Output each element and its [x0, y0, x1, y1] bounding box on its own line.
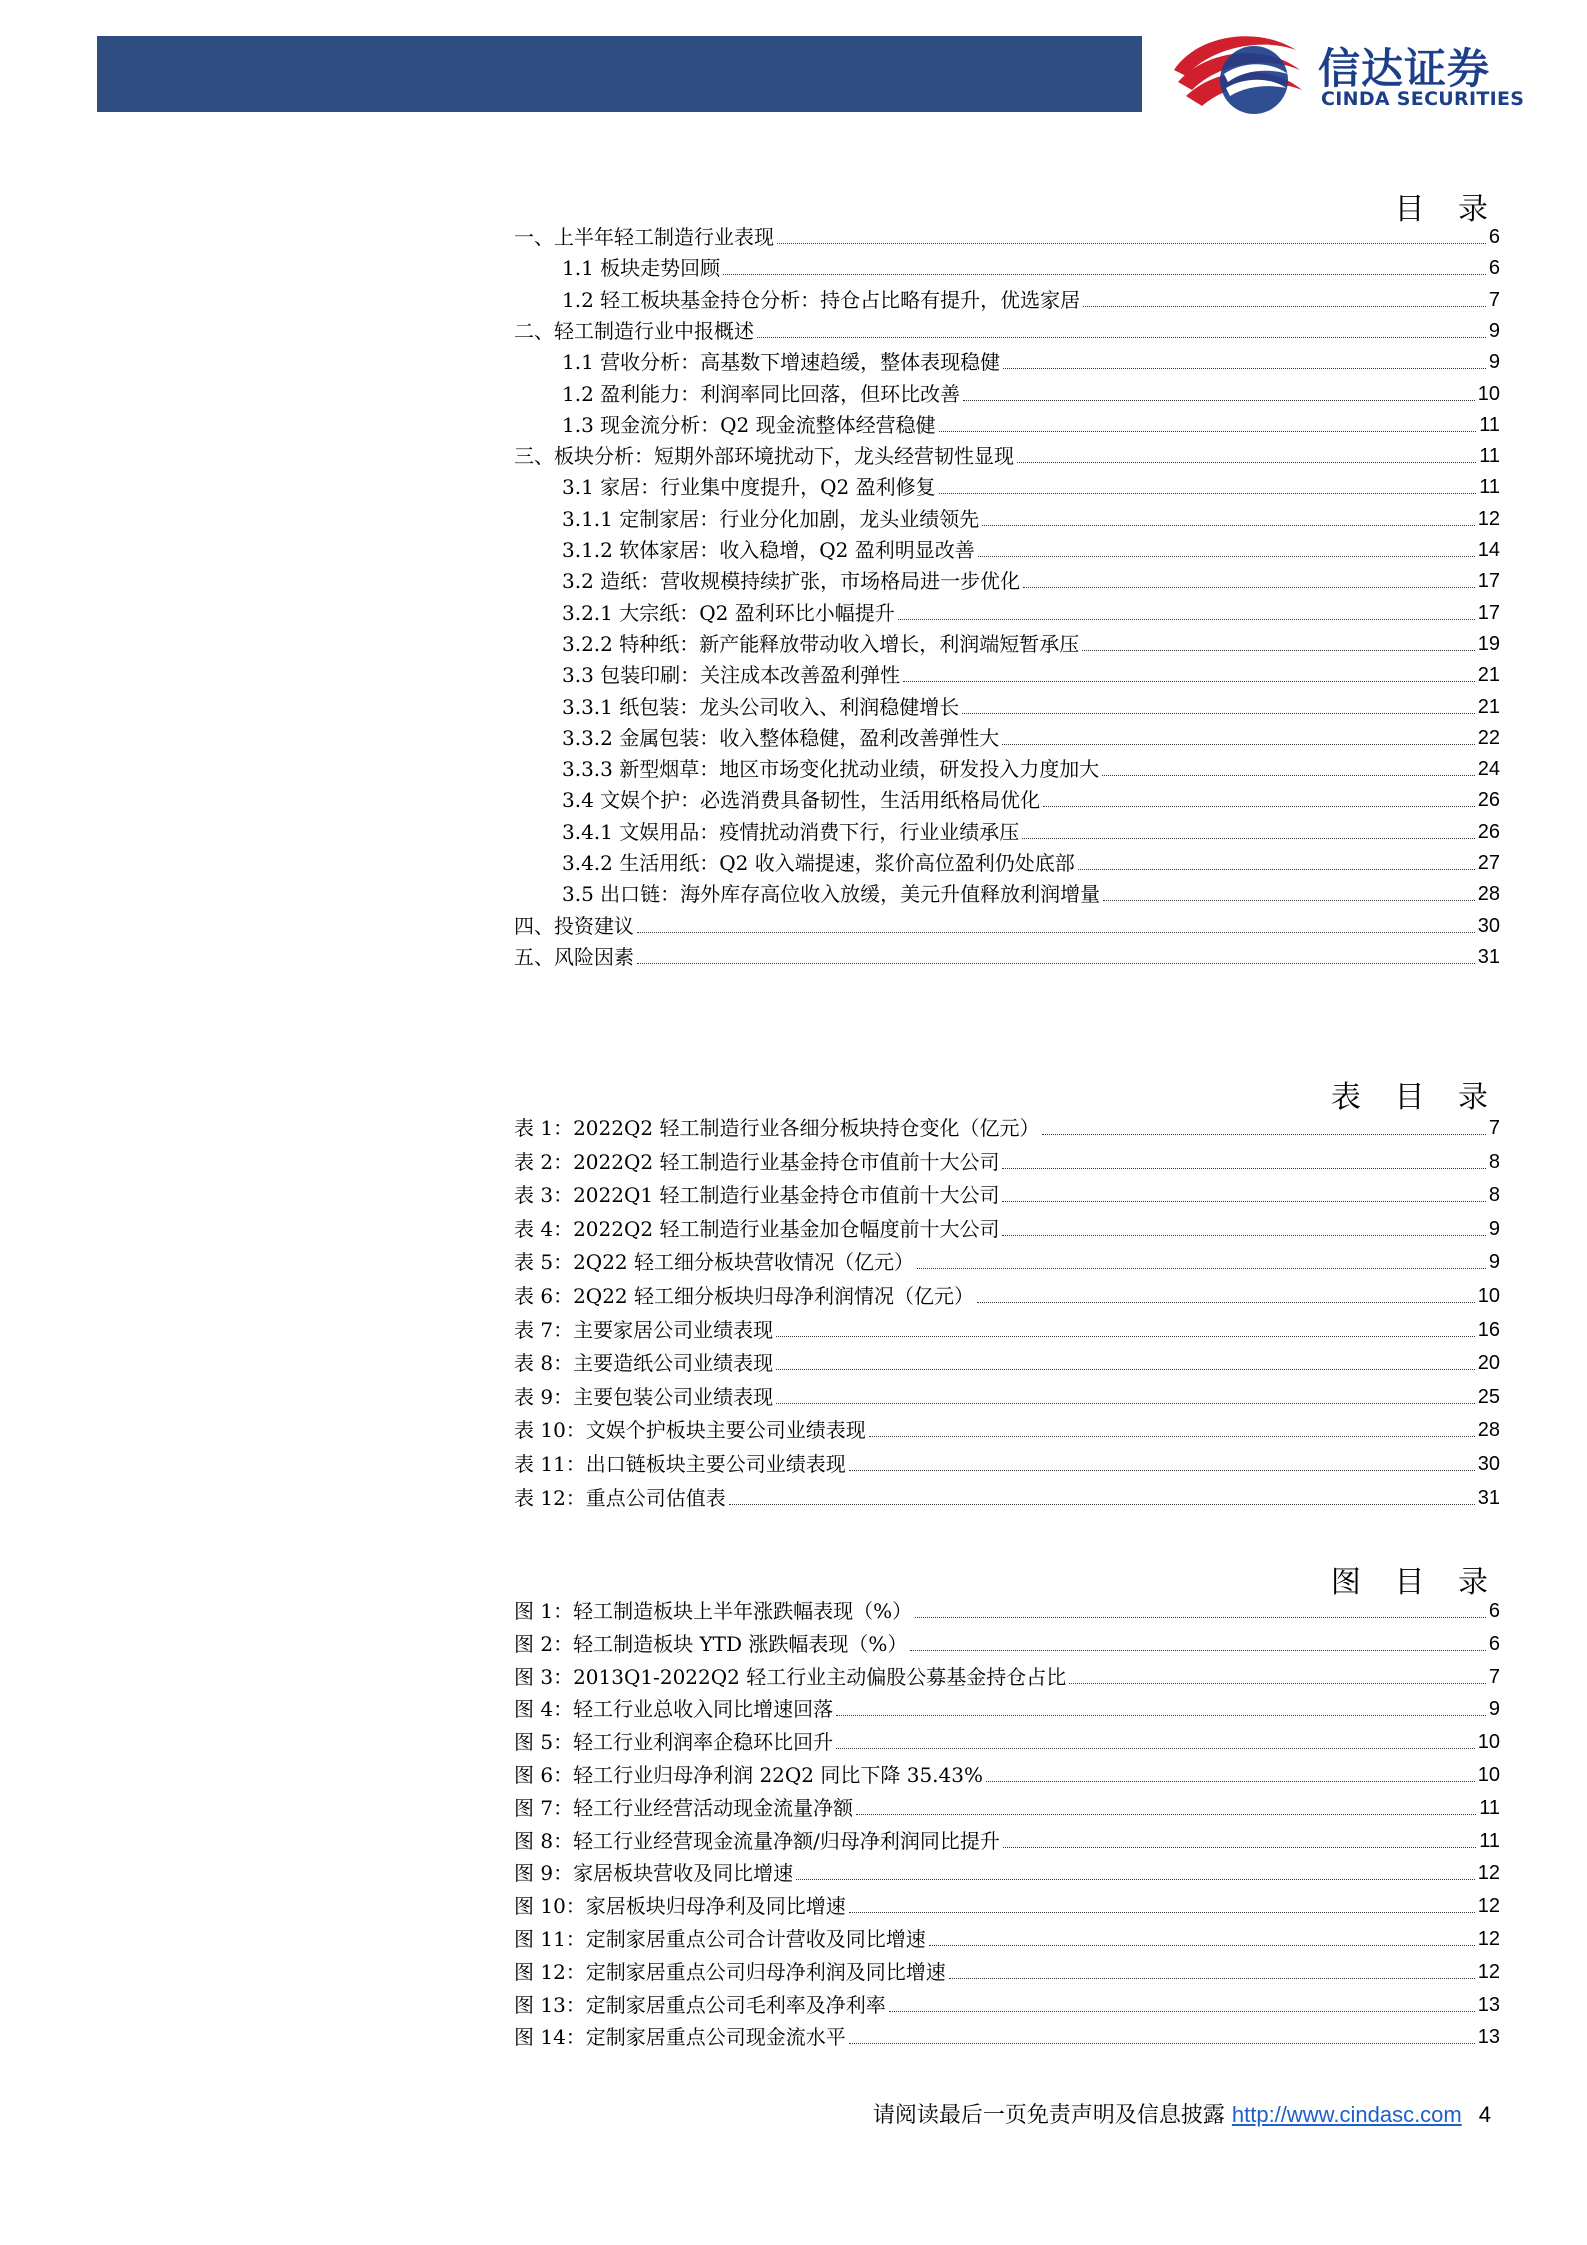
table-index-entry-page: 28 [1477, 1419, 1500, 1442]
figure-index-dot-leader [1003, 1847, 1476, 1848]
figure-index-entry-label: 图 6：轻工行业归母净利润 22Q2 同比下降 35.43% [514, 1763, 983, 1787]
figure-index-dot-leader [929, 1945, 1475, 1946]
table-index-entry-label: 表 10：文娱个护板块主要公司业绩表现 [514, 1418, 866, 1443]
figure-index-entry-label: 图 14：定制家居重点公司现金流水平 [514, 2025, 846, 2050]
toc-entry[interactable] [562, 719, 1500, 750]
table-index-entry[interactable] [514, 1344, 1500, 1375]
toc-entry[interactable] [562, 813, 1500, 844]
toc-dot-leader [1022, 838, 1475, 839]
table-index-dot-leader [977, 1302, 1475, 1303]
toc-dot-leader [637, 932, 1475, 933]
toc-entry-page: 19 [1477, 632, 1500, 655]
toc-entry[interactable] [562, 468, 1500, 499]
toc-entry[interactable] [562, 343, 1500, 374]
toc-dot-leader [939, 493, 1477, 494]
toc-entry[interactable] [562, 249, 1500, 280]
figure-index-dot-leader [796, 1879, 1475, 1880]
toc-entry-label: 1.1 板块走势回顾 [562, 256, 721, 281]
table-index-entry-page: 7 [1488, 1117, 1500, 1139]
table-index-entry-page: 25 [1477, 1385, 1500, 1408]
toc-dot-leader [962, 713, 1475, 714]
figure-index-dot-leader [986, 1781, 1475, 1782]
figure-index-dot-leader [910, 1650, 1485, 1651]
toc-dot-leader [637, 963, 1475, 964]
toc-entry-page: 17 [1477, 570, 1500, 593]
toc-entry-label: 3.4 文娱个护：必选消费具备韧性，生活用纸格局优化 [562, 788, 1041, 813]
figure-index-entry[interactable] [514, 1854, 1500, 1885]
figure-index-entry[interactable] [514, 1953, 1500, 1984]
toc-entry-page: 22 [1477, 726, 1500, 749]
figure-index-dot-leader [949, 1978, 1475, 1979]
toc-entry-page: 10 [1477, 382, 1500, 405]
toc-entry-page: 28 [1477, 883, 1500, 906]
toc-entry[interactable] [562, 688, 1500, 719]
toc-dot-leader [1082, 650, 1475, 651]
toc-dot-leader [1103, 900, 1475, 901]
toc-entry-label: 3.3.2 金属包装：收入整体稳健，盈利改善弹性大 [562, 725, 1000, 750]
table-index-entry-page: 9 [1488, 1217, 1500, 1240]
table-index-entry[interactable] [514, 1479, 1500, 1510]
toc-entry[interactable] [514, 437, 1500, 468]
figure-index-entry[interactable] [514, 1690, 1500, 1721]
figure-index-entry-page: 12 [1477, 1928, 1500, 1950]
table-index-entry-page: 10 [1477, 1285, 1500, 1307]
toc-entry-label: 3.2.1 大宗纸：Q2 盈利环比小幅提升 [562, 600, 895, 625]
table-index-entry-page: 8 [1488, 1184, 1500, 1207]
table-index-dot-leader [729, 1504, 1475, 1505]
logo-text-en: CINDA SECURITIES [1321, 88, 1525, 110]
table-index-dot-leader [1042, 1134, 1485, 1135]
figure-index-dot-leader [849, 2043, 1475, 2044]
figure-index-entry-label: 图 3：2013Q1-2022Q2 轻工行业主动偏股公募基金持仓占比 [514, 1664, 1067, 1689]
toc-entry[interactable] [562, 406, 1500, 437]
table-index-entry-page: 8 [1488, 1150, 1500, 1173]
table-index-entry-label: 表 12：重点公司估值表 [514, 1485, 726, 1510]
toc-entry[interactable] [562, 594, 1500, 625]
toc-entry-label: 3.3 包装印刷：关注成本改善盈利弹性 [562, 663, 901, 688]
table-index-entry-label: 表 8：主要造纸公司业绩表现 [514, 1351, 774, 1376]
figure-index-entry[interactable] [514, 2018, 1500, 2049]
logo-mark-icon [1168, 30, 1308, 116]
table-index-entry[interactable] [514, 1176, 1500, 1207]
website-link[interactable]: http://www.cindasc.com [1231, 2102, 1462, 2127]
toc-entry[interactable] [514, 938, 1500, 969]
toc-entry[interactable] [562, 500, 1500, 531]
toc-entry-label: 3.2.2 特种纸：新产能释放带动收入增长，利润端短暂承压 [562, 631, 1080, 656]
toc-entry-page: 6 [1488, 257, 1500, 280]
toc-dot-leader [757, 337, 1486, 338]
figure-index-entry-page: 12 [1477, 1862, 1500, 1885]
toc-entry-label: 1.1 营收分析：高基数下增速趋缓，整体表现稳健 [562, 350, 1001, 375]
toc-entry-label: 一、上半年轻工制造行业表现 [514, 225, 774, 249]
figure-index-entry-label: 图 2：轻工制造板块 YTD 涨跌幅表现（%） [514, 1631, 908, 1656]
figure-index-entry-page: 6 [1488, 1632, 1500, 1655]
toc-entry-label: 三、板块分析：短期外部环境扰动下，龙头经营韧性显现 [514, 444, 1014, 469]
figure-index-dot-leader [836, 1748, 1475, 1749]
toc-entry-page: 9 [1488, 319, 1500, 342]
figure-index-entry-label: 图 7：轻工行业经营活动现金流量净额 [514, 1795, 854, 1820]
toc-dot-leader [777, 243, 1486, 244]
figure-index-dot-leader [849, 1912, 1475, 1913]
toc-entry-label: 3.4.2 生活用纸：Q2 收入端提速，浆价高位盈利仍处底部 [562, 851, 1075, 875]
table-index-entry-label: 表 1：2022Q2 轻工制造行业各细分板块持仓变化（亿元） [514, 1116, 1040, 1140]
figure-index-entry[interactable] [514, 1789, 1500, 1820]
toc-entry-page: 21 [1477, 664, 1500, 687]
table-index-dot-leader [776, 1336, 1475, 1337]
toc-entry[interactable] [562, 750, 1500, 781]
toc-dot-leader [723, 274, 1486, 275]
figure-index-entry[interactable] [514, 1625, 1500, 1656]
table-index-entry-label: 表 5：2Q22 轻工细分板块营收情况（亿元） [514, 1250, 915, 1275]
table-index-entry-page: 9 [1488, 1251, 1500, 1274]
figure-index-entry-page: 13 [1477, 1993, 1500, 2016]
figure-index-entry[interactable] [514, 1723, 1500, 1754]
figure-index-entry-page: 12 [1477, 1960, 1500, 1983]
toc-dot-leader [1023, 587, 1475, 588]
figure-index-entry[interactable] [514, 1887, 1500, 1918]
table-index-title: 表 目 录 [1330, 1080, 1500, 1115]
table-index-entry[interactable] [514, 1311, 1500, 1342]
header-bar [97, 36, 1142, 112]
figure-index-entry-page: 7 [1488, 1665, 1500, 1688]
figure-index-entry-label: 图 10：家居板块归母净利及同比增速 [514, 1894, 846, 1919]
table-index-entry-page: 30 [1477, 1453, 1500, 1475]
toc-entry-label: 二、轻工制造行业中报概述 [514, 318, 754, 343]
disclaimer-notice: 请阅读最后一页免责声明及信息披露 [872, 2103, 1225, 2128]
toc-entry-page: 17 [1477, 601, 1500, 624]
toc-entry[interactable] [514, 907, 1500, 938]
toc-dot-leader [1003, 368, 1486, 369]
table-index-entry-label: 表 7：主要家居公司业绩表现 [514, 1317, 774, 1342]
table-index-entry-label: 表 2：2022Q2 轻工制造行业基金持仓市值前十大公司 [514, 1149, 1000, 1174]
company-logo [1168, 30, 1560, 116]
figure-index-entry-page: 10 [1477, 1731, 1500, 1754]
table-index-entry[interactable] [514, 1411, 1500, 1442]
table-index-entry-label: 表 6：2Q22 轻工细分板块归母净利润情况（亿元） [514, 1284, 975, 1308]
figure-index-entry-page: 10 [1477, 1764, 1500, 1786]
table-index-entry[interactable] [514, 1445, 1500, 1476]
toc-entry-page: 24 [1477, 758, 1500, 781]
toc-entry-page: 21 [1477, 695, 1500, 718]
toc-dot-leader [1078, 869, 1475, 870]
figure-index-dot-leader [1069, 1683, 1486, 1684]
toc-entry-page: 30 [1477, 914, 1500, 937]
toc-dot-leader [903, 681, 1475, 682]
toc-dot-leader [898, 619, 1475, 620]
toc-dot-leader [982, 525, 1475, 526]
figure-index-entry-page: 13 [1477, 2026, 1500, 2049]
table-index-entry-label: 表 3：2022Q1 轻工制造行业基金持仓市值前十大公司 [514, 1183, 1000, 1208]
figure-index-entry[interactable] [514, 1658, 1500, 1689]
table-index-dot-leader [917, 1268, 1486, 1269]
figure-index-entry-label: 图 8：轻工行业经营现金流量净额/归母净利润同比提升 [514, 1828, 1000, 1853]
toc-entry-label: 四、投资建议 [514, 913, 634, 938]
toc-entry-label: 3.2 造纸：营收规模持续扩张，市场格局进一步优化 [562, 569, 1021, 594]
toc-entry[interactable] [562, 375, 1500, 406]
figure-index-entry[interactable] [514, 1920, 1500, 1951]
toc-entry-label: 3.5 出口链：海外库存高位收入放缓，美元升值释放利润增量 [562, 882, 1101, 907]
table-index-dot-leader [1002, 1168, 1485, 1169]
toc-entry[interactable] [514, 312, 1500, 343]
figure-index-entry-label: 图 12：定制家居重点公司归母净利润及同比增速 [514, 1959, 946, 1984]
toc-entry[interactable] [562, 656, 1500, 687]
toc-title: 目 录 [1394, 192, 1500, 227]
logo-text-cn: 信达证券 [1318, 44, 1491, 93]
toc-entry-page: 14 [1477, 539, 1500, 561]
toc-dot-leader [1083, 306, 1486, 307]
table-index-dot-leader [849, 1470, 1475, 1471]
toc-entry[interactable] [514, 218, 1500, 249]
toc-entry-page: 12 [1477, 507, 1500, 530]
figure-index-entry-page: 9 [1488, 1698, 1500, 1721]
toc-entry[interactable] [562, 875, 1500, 906]
figure-index-entry-label: 图 9：家居板块营收及同比增速 [514, 1861, 794, 1886]
toc-dot-leader [939, 431, 1477, 432]
page-number: 4 [1478, 2102, 1491, 2127]
figure-index-dot-leader [856, 1814, 1476, 1815]
toc-entry-page: 26 [1477, 820, 1500, 843]
toc-entry-page: 9 [1488, 351, 1500, 374]
toc-entry-page: 11 [1479, 476, 1500, 499]
toc-entry-label: 3.1 家居：行业集中度提升，Q2 盈利修复 [562, 475, 936, 500]
toc-entry[interactable] [562, 844, 1500, 875]
figure-index-entry-label: 图 1：轻工制造板块上半年涨跌幅表现（%） [514, 1599, 913, 1623]
toc-entry-page: 26 [1477, 789, 1500, 812]
toc-entry-page: 31 [1477, 945, 1500, 968]
toc-entry-label: 1.3 现金流分析：Q2 现金流整体经营稳健 [562, 412, 936, 437]
figure-index-dot-leader [836, 1715, 1486, 1716]
toc-entry-label: 3.3.1 纸包装：龙头公司收入、利润稳健增长 [562, 694, 960, 719]
table-index-entry[interactable] [514, 1378, 1500, 1409]
figure-index-entry-label: 图 11：定制家居重点公司合计营收及同比增速 [514, 1927, 926, 1951]
table-index-entry-page: 16 [1477, 1318, 1500, 1341]
figure-index-dot-leader [915, 1617, 1486, 1618]
table-index-entry-page: 20 [1477, 1352, 1500, 1375]
figure-index-entry-page: 6 [1488, 1600, 1500, 1622]
footer [0, 2098, 1491, 2129]
toc-entry-label: 1.2 轻工板块基金持仓分析：持仓占比略有提升，优选家居 [562, 287, 1081, 312]
toc-dot-leader [1102, 775, 1475, 776]
table-index-entry[interactable] [514, 1143, 1500, 1174]
figure-index-entry-label: 图 5：轻工行业利润率企稳环比回升 [514, 1730, 834, 1755]
toc-entry-label: 3.4.1 文娱用品：疫情扰动消费下行，行业业绩承压 [562, 819, 1020, 844]
toc-entry-page: 11 [1479, 445, 1500, 468]
toc-entry[interactable] [562, 531, 1500, 562]
figure-index-entry-label: 图 13：定制家居重点公司毛利率及净利率 [514, 1992, 886, 2017]
figure-index-entry-page: 11 [1479, 1796, 1500, 1819]
toc-entry-label: 3.3.3 新型烟草：地区市场变化扰动业绩，研发投入力度加大 [562, 757, 1100, 782]
figure-index-entry-page: 11 [1479, 1829, 1500, 1852]
toc-entry-label: 3.1.1 定制家居：行业分化加剧，龙头业绩领先 [562, 506, 980, 531]
figure-index-entry-page: 12 [1477, 1895, 1500, 1918]
figure-index-entry[interactable] [514, 1592, 1500, 1623]
toc-entry-label: 1.2 盈利能力：利润率同比回落，但环比改善 [562, 381, 961, 406]
table-index-entry-label: 表 9：主要包装公司业绩表现 [514, 1384, 774, 1409]
table-index-entry[interactable] [514, 1109, 1500, 1140]
toc-entry-page: 11 [1479, 413, 1500, 436]
toc-entry-label: 五、风险因素 [514, 944, 634, 969]
toc-entry-page: 7 [1488, 288, 1500, 311]
table-index-dot-leader [1002, 1235, 1485, 1236]
figure-index-title: 图 目 录 [1330, 1565, 1500, 1600]
toc-entry[interactable] [562, 781, 1500, 812]
table-index-entry-label: 表 4：2022Q2 轻工制造行业基金加仓幅度前十大公司 [514, 1216, 1000, 1241]
table-index-dot-leader [1002, 1201, 1485, 1202]
table-index-entry-label: 表 11：出口链板块主要公司业绩表现 [514, 1452, 846, 1476]
figure-index-entry[interactable] [514, 1756, 1500, 1787]
table-index-dot-leader [776, 1403, 1475, 1404]
table-index-dot-leader [776, 1369, 1475, 1370]
toc-dot-leader [1002, 744, 1475, 745]
toc-entry-page: 27 [1477, 852, 1500, 874]
toc-dot-leader [1043, 806, 1475, 807]
figure-index-entry-label: 图 4：轻工行业总收入同比增速回落 [514, 1697, 834, 1722]
toc-dot-leader [963, 400, 1475, 401]
table-index-entry[interactable] [514, 1277, 1500, 1308]
toc-dot-leader [978, 556, 1475, 557]
figure-index-entry[interactable] [514, 1986, 1500, 2017]
table-index-entry[interactable] [514, 1243, 1500, 1274]
table-index-dot-leader [869, 1436, 1475, 1437]
toc-entry-page: 6 [1488, 226, 1500, 248]
table-index-entry-page: 31 [1477, 1486, 1500, 1509]
toc-entry[interactable] [562, 281, 1500, 312]
toc-dot-leader [1017, 462, 1476, 463]
table-index-entry[interactable] [514, 1210, 1500, 1241]
toc-entry-label: 3.1.2 软体家居：收入稳增，Q2 盈利明显改善 [562, 538, 975, 562]
toc-entry[interactable] [562, 625, 1500, 656]
toc-entry[interactable] [562, 562, 1500, 593]
figure-index-dot-leader [889, 2011, 1475, 2012]
figure-index-entry[interactable] [514, 1822, 1500, 1853]
